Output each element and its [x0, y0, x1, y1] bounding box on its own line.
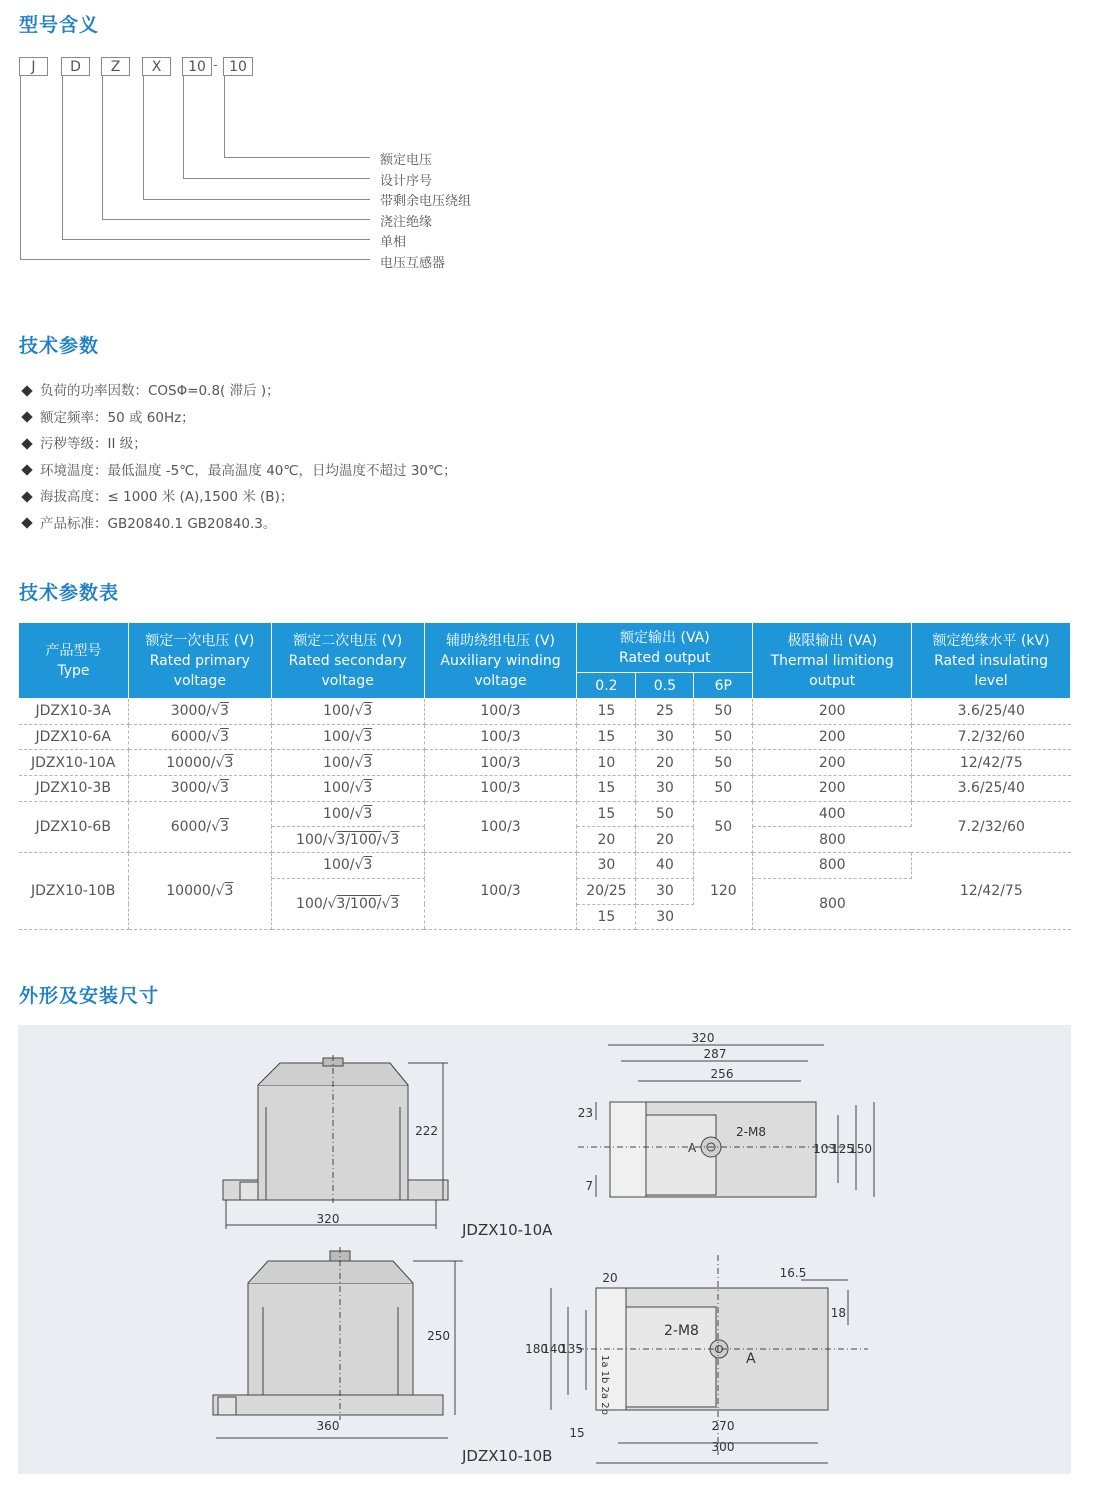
list-item: 负荷的功率因数：COSΦ=0.8( 滞后 )； — [20, 378, 457, 405]
dim-a-287: 287 — [703, 1047, 727, 1061]
bullet-icon — [21, 411, 32, 422]
dim-b-20: 20 — [602, 1271, 618, 1285]
code-box-j: J — [19, 57, 48, 76]
dim-b-16-5: 16.5 — [779, 1266, 807, 1280]
view-label-a: A — [688, 1141, 697, 1155]
side-height-a: 222 — [415, 1124, 438, 1138]
meaning-voltage-transformer: 电压互感器 — [380, 256, 446, 271]
param-table-heading: 技术参数表 — [19, 582, 120, 604]
meaning-rated-voltage: 额定电压 — [380, 153, 433, 168]
code-box-voltage: 10 — [223, 57, 253, 76]
dim-a-125: 125 — [831, 1142, 854, 1156]
dim-a-23: 23 — [577, 1106, 593, 1120]
code-dash: - — [213, 58, 218, 73]
dim-b-135: 135 — [560, 1342, 583, 1356]
bullet-icon — [21, 438, 32, 449]
code-box-d: D — [61, 57, 90, 76]
list-item: 产品标准：GB20840.1 GB20840.3。 — [20, 511, 457, 538]
code-box-design: 10 — [182, 57, 212, 76]
dim-b-15: 15 — [569, 1426, 585, 1440]
dim-a-320: 320 — [691, 1031, 715, 1045]
table-row: 100/√3/100/√3 20/25 30 800 — [19, 878, 1071, 904]
code-box-z: Z — [101, 57, 130, 76]
dim-b-140: 140 — [542, 1342, 565, 1356]
dim-b-180: 180 — [525, 1342, 548, 1356]
side-height-b: 250 — [427, 1329, 450, 1343]
list-item: 环境温度：最低温度 -5℃，最高温度 40℃，日均温度不超过 30℃； — [20, 458, 457, 485]
dim-b-300: 300 — [711, 1440, 735, 1454]
view-label-b: A — [746, 1351, 756, 1367]
dim-b-18: 18 — [830, 1306, 846, 1320]
meaning-residual-winding: 带剩余电压绕组 — [380, 194, 472, 209]
dimensions-heading: 外形及安装尺寸 — [19, 985, 160, 1007]
terminal-labels-b: 1a 1b 2a 2b — [599, 1355, 610, 1415]
list-item: 海拔高度：≤ 1000 米 (A),1500 米 (B)； — [20, 484, 457, 511]
side-view-a — [223, 1055, 448, 1229]
table-row: JDZX10-3A 3000/√3 100/√3 100/3 15 25 50 200 3.6/25/40 — [19, 699, 1071, 725]
table-row: 100/√3/100/√3 20 20 800 — [19, 827, 1071, 853]
thread-label-a: 2-M8 — [736, 1125, 766, 1139]
table-row: JDZX10-6B 6000/√3 100/√3 100/3 15 50 50 400 7.2/32/60 — [19, 801, 1071, 827]
side-width-b: 360 — [316, 1419, 340, 1433]
list-item: 额定频率：50 或 60Hz； — [20, 405, 457, 432]
bullet-icon — [21, 465, 32, 476]
plan-view-b — [551, 1255, 868, 1463]
table-row: 15 30 — [19, 904, 1071, 930]
col-header-aux: 辅助绕组电压 (V) Auxiliary winding voltage — [424, 623, 577, 699]
table-row: JDZX10-3B 3000/√3 100/√3 100/3 15 30 50 200 3.6/25/40 — [19, 776, 1071, 802]
bullet-icon — [21, 385, 32, 396]
side-width-a: 320 — [316, 1212, 340, 1226]
col-header-secondary: 额定二次电压 (V) Rated secondary voltage — [271, 623, 424, 699]
side-view-b — [213, 1247, 463, 1438]
drawings-svg — [18, 1025, 1071, 1474]
col-header-class-6p: 6P — [694, 673, 753, 699]
meaning-single-phase: 单相 — [380, 235, 407, 250]
bullet-icon — [21, 518, 32, 529]
col-header-insulation: 额定绝缘水平 (kV) Rated insulating level — [912, 623, 1071, 699]
col-header-primary: 额定一次电压 (V) Rated primary voltage — [128, 623, 271, 699]
meaning-cast-insulation: 浇注绝缘 — [380, 215, 433, 230]
caption-jdzx10-10a: JDZX10-10A — [462, 1221, 553, 1239]
code-box-x: X — [142, 57, 171, 76]
thread-label-b: 2-M8 — [664, 1323, 699, 1339]
dim-a-103: 103 — [813, 1142, 836, 1156]
dim-b-270: 270 — [711, 1419, 735, 1433]
dim-a-7: 7 — [585, 1179, 593, 1193]
bullet-icon — [21, 491, 32, 502]
model-meaning-heading: 型号含义 — [19, 14, 100, 36]
table-row: JDZX10-10B 10000/√3 100/√3 100/3 30 40 120 800 12/42/75 — [19, 853, 1071, 879]
col-header-class-05: 0.5 — [636, 673, 694, 699]
table-row: JDZX10-6A 6000/√3 100/√3 100/3 15 30 50 200 7.2/32/60 — [19, 724, 1071, 750]
tech-params-list — [20, 378, 457, 538]
col-header-type: 产品型号 Type — [19, 623, 129, 699]
tech-params-heading: 技术参数 — [19, 335, 100, 357]
spec-table — [18, 622, 1071, 930]
meaning-design-no: 设计序号 — [380, 174, 433, 189]
dim-a-256: 256 — [710, 1067, 734, 1081]
col-header-thermal: 极限输出 (VA) Thermal limitiong output — [753, 623, 912, 699]
list-item: 污秽等级：II 级； — [20, 431, 457, 458]
col-header-class-02: 0.2 — [577, 673, 636, 699]
dim-a-150: 150 — [849, 1142, 872, 1156]
col-header-output: 额定输出 (VA) Rated output — [577, 623, 753, 673]
table-row: JDZX10-10A 10000/√3 100/√3 100/3 10 20 50 200 12/42/75 — [19, 750, 1071, 776]
dimension-drawings-panel — [18, 1025, 1071, 1474]
caption-jdzx10-10b: JDZX10-10B — [462, 1447, 553, 1465]
